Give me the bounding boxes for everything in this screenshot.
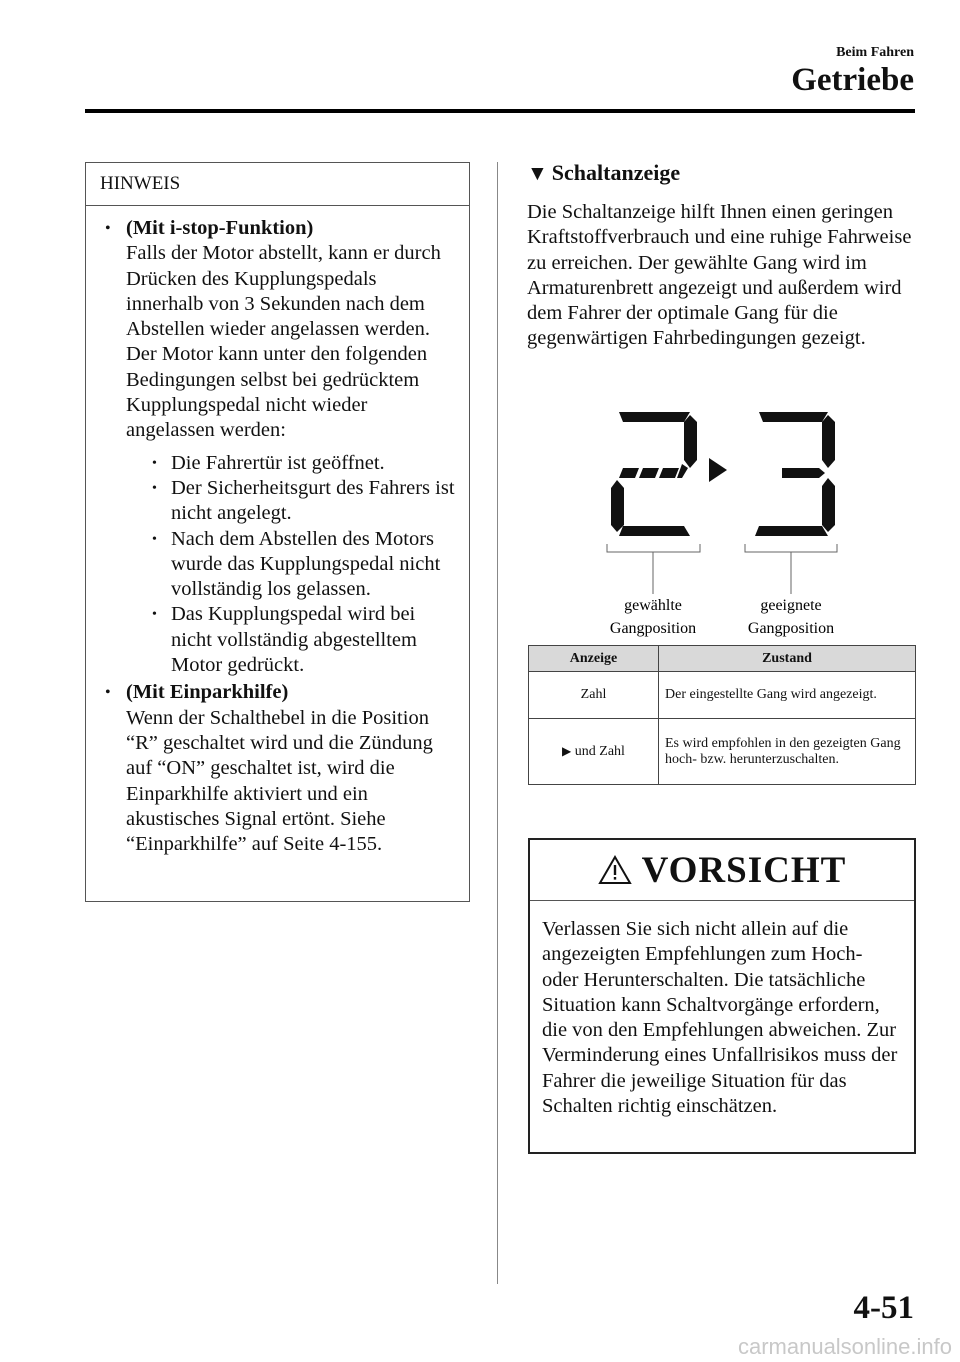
- triangle-down-icon: ▼: [527, 161, 548, 185]
- note-subitem: • Der Sicherheitsgurt des Fahrers ist nicht angelegt.: [152, 476, 455, 525]
- note-item-title: (Mit i-stop-Funktion): [126, 217, 314, 239]
- note-item-einparkhilfe: [102, 680, 459, 857]
- note-subitem: • Die Fahrertür ist geöffnet.: [126, 451, 459, 476]
- note-item-text: Falls der Motor abstellt, kann er durch Drücken des Kupplungspedals innerhalb von 3 Sekunden nach dem Abstellen wieder angelassen werden. Der Motor kann unter den folgenden Bedingungen selbst bei gedrücktem Kupplungspedal nicht wieder angelassen werden:: [126, 242, 441, 442]
- caution-box: [528, 838, 916, 1154]
- label-suitable-2: Gangposition: [747, 620, 835, 637]
- note-subitem: • Nach dem Abstellen des Motors wurde das Kupplungspedal nicht vollständig los gelassen.: [152, 527, 441, 601]
- digit-segment: [619, 526, 690, 536]
- bullet-icon: •: [152, 455, 157, 471]
- note-sublist: [126, 451, 459, 679]
- label-selected-1: gewählte: [624, 597, 682, 614]
- digit-segment: [822, 478, 835, 532]
- digit-segment: [759, 412, 828, 422]
- caution-header: [530, 840, 914, 901]
- chapter-title: Getriebe: [791, 62, 914, 98]
- bracket-left: [607, 544, 700, 552]
- table-header: Zustand: [659, 646, 916, 672]
- shift-indicator-diagram: [527, 398, 912, 638]
- warning-triangle-icon: [598, 855, 632, 885]
- table-cell: Es wird empfohlen in den gezeigten Gang hoch- bzw. herunterzuschalten.: [659, 719, 916, 785]
- table-cell: ▶ und Zahl: [529, 719, 659, 785]
- digit-segment: [782, 468, 825, 478]
- digit-segment: [619, 412, 690, 422]
- bullet-icon: •: [105, 220, 111, 237]
- note-box: [85, 162, 470, 902]
- table-row: [529, 719, 916, 785]
- digit-segment: [755, 526, 828, 536]
- caution-title: VORSICHT: [641, 849, 847, 891]
- table-cell: Der eingestellte Gang wird angezeigt.: [659, 672, 916, 719]
- indicator-table: [528, 645, 916, 785]
- header-rule: [85, 109, 915, 113]
- table-header-row: [529, 646, 916, 672]
- note-item-istop: [102, 216, 459, 678]
- section-title: Schaltanzeige: [551, 160, 681, 185]
- arrow-right-icon: [709, 458, 727, 482]
- label-suitable-1: geeignete: [760, 597, 822, 614]
- note-heading: HINWEIS: [86, 163, 469, 206]
- table-row: [529, 672, 916, 719]
- note-item-text: Wenn der Schalthebel in die Position “R” geschaltet wird und die Zündung auf “ON” geschaltet ist, wird die Einparkhilfe aktiviert und ein akustisches Signal ertönt. Siehe “Einparkhilfe” auf Seite 4-155.: [126, 706, 433, 856]
- note-item-title: (Mit Einparkhilfe): [126, 681, 289, 704]
- caution-text: Verlassen Sie sich nicht allein auf die angezeigten Empfehlungen zum Hoch- oder Herunterschalten. Die tatsächliche Situation kann Schaltvorgänge erfordern, die von den Empfehlungen abweichen. Zur Verminderung eines Unfallrisikos muss der Fahrer die jeweilige Situation für das Schalten richtig einschätzen.: [542, 918, 898, 1118]
- bullet-icon: •: [152, 480, 157, 496]
- digit-segment-dashed: [619, 464, 688, 478]
- digit-segment: [684, 415, 697, 468]
- section-body: Die Schaltanzeige hilft Ihnen einen geringen Kraftstoffverbrauch und eine ruhige Fahrweise zu erreichen. Der gewählte Gang wird im Armaturenbrett angezeigt und außerdem wird dem Fahrer der optimale Gang für die gegenwärtigen Fahrbedingungen gezeigt.: [527, 201, 912, 350]
- digit-segment: [611, 480, 624, 532]
- arrow-right-icon: ▶: [562, 744, 572, 758]
- bullet-icon: •: [105, 684, 111, 702]
- column-divider: [497, 162, 498, 1284]
- section-heading: [527, 160, 680, 186]
- label-selected-2: Gangposition: [609, 620, 697, 637]
- watermark: carmanualsonline.info: [737, 1334, 952, 1359]
- table-cell: Zahl: [529, 672, 659, 719]
- shift-indicator-graphic: [527, 398, 912, 638]
- bullet-icon: •: [152, 531, 157, 547]
- bullet-icon: •: [152, 607, 157, 623]
- note-body: [86, 206, 469, 857]
- note-subitem: • Das Kupplungspedal wird bei nicht vollständig abgestelltem Motor gedrückt.: [152, 603, 417, 677]
- digit-segment: [822, 415, 835, 468]
- table-header: Anzeige: [529, 646, 659, 672]
- bracket-right: [745, 544, 837, 552]
- page-number: 4-51: [853, 1290, 914, 1326]
- section-label: Beim Fahren: [836, 45, 914, 60]
